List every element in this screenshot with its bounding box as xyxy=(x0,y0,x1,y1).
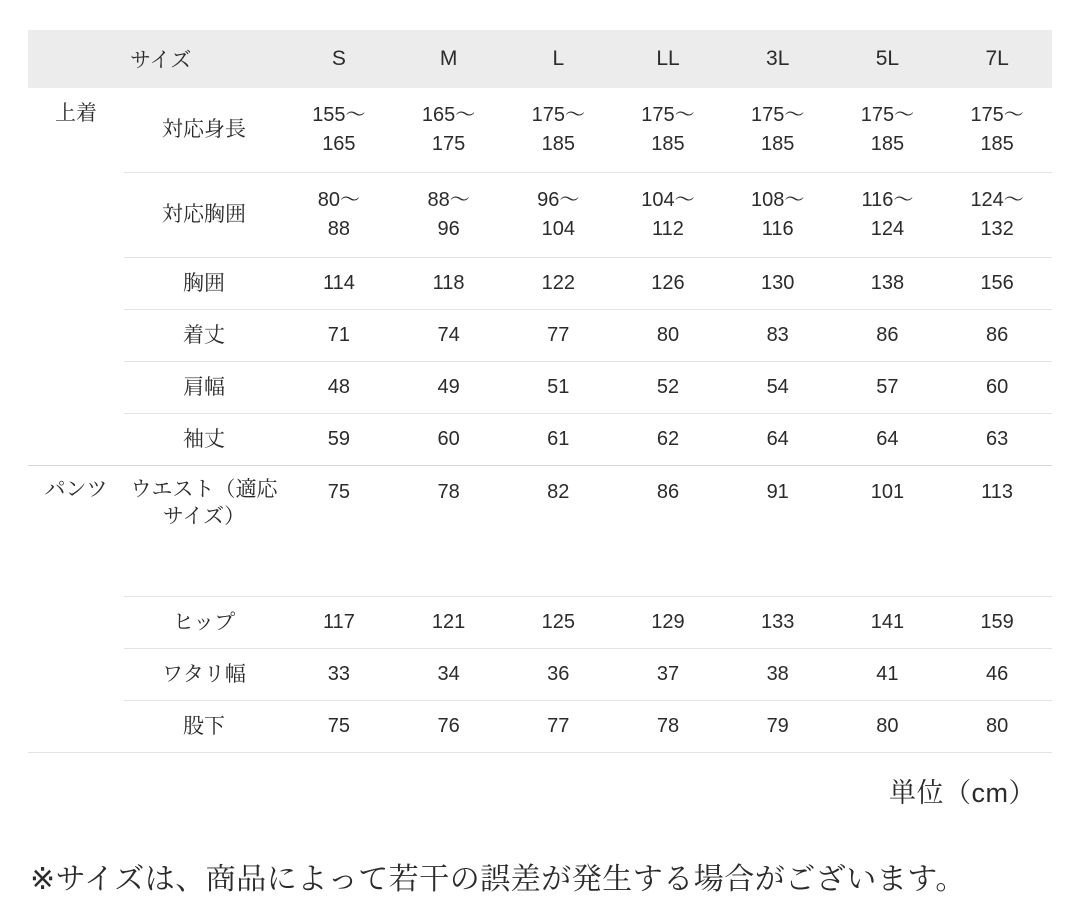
unit-note: 単位（cm） xyxy=(889,778,1036,808)
row-label-sleeve: 袖丈 xyxy=(124,414,284,466)
cell-chest-l: 122 xyxy=(503,258,613,310)
header-size-5l: 5L xyxy=(875,47,900,70)
cell-shoulder-s: 48 xyxy=(284,362,394,414)
cell-thigh-m: 34 xyxy=(394,649,504,701)
cell-chest-range-3l xyxy=(723,173,833,258)
header-size-s: S xyxy=(331,47,346,70)
cell-thigh-5l: 41 xyxy=(833,649,943,701)
cell-text: 104 xyxy=(541,218,575,240)
row-label-thigh: ワタリ幅 xyxy=(124,649,284,701)
cell-height-7l xyxy=(942,88,1052,173)
group-label-pants: パンツ xyxy=(28,466,124,753)
size-table-body xyxy=(28,88,1052,752)
header-size-3l: 3L xyxy=(766,47,790,70)
cell-thigh-s: 33 xyxy=(284,649,394,701)
table-row xyxy=(28,258,1052,310)
table-row xyxy=(28,701,1052,753)
header-size-l: L xyxy=(552,47,565,70)
cell-inseam-3l: 79 xyxy=(723,701,833,753)
cell-text: 124 xyxy=(870,218,905,240)
cell-shoulder-ll: 52 xyxy=(613,362,723,414)
cell-text: 88〜 xyxy=(427,189,470,211)
cell-waist-5l: 101 xyxy=(833,466,943,597)
cell-hip-7l: 159 xyxy=(942,597,1052,649)
cell-chest-range-s xyxy=(284,173,394,258)
cell-length-s: 71 xyxy=(284,310,394,362)
cell-text: 175〜 xyxy=(860,104,915,126)
cell-inseam-5l: 80 xyxy=(833,701,943,753)
table-row xyxy=(28,362,1052,414)
cell-inseam-ll: 78 xyxy=(613,701,723,753)
cell-text: 185 xyxy=(870,133,905,155)
cell-sleeve-l: 61 xyxy=(503,414,613,466)
cell-text: 108〜 xyxy=(751,189,805,211)
cell-text: 80〜 xyxy=(317,189,360,211)
cell-thigh-3l: 38 xyxy=(723,649,833,701)
cell-height-s xyxy=(284,88,394,173)
group-label-jacket: 上着 xyxy=(28,88,124,466)
table-row xyxy=(28,88,1052,173)
cell-inseam-m: 76 xyxy=(394,701,504,753)
cell-shoulder-l: 51 xyxy=(503,362,613,414)
cell-length-5l: 86 xyxy=(833,310,943,362)
cell-shoulder-3l: 54 xyxy=(723,362,833,414)
cell-text: 116〜 xyxy=(861,189,914,211)
header-size-7l: 7L xyxy=(985,47,1009,70)
cell-text: 175〜 xyxy=(751,104,805,126)
cell-text: 96〜 xyxy=(537,189,580,211)
size-table xyxy=(28,30,1052,752)
cell-inseam-s: 75 xyxy=(284,701,394,753)
size-table-head xyxy=(28,30,1052,88)
header-corner-cell xyxy=(28,30,124,88)
cell-text: 185 xyxy=(541,133,575,155)
cell-waist-ll: 86 xyxy=(613,466,723,597)
cell-chest-7l: 156 xyxy=(942,258,1052,310)
cell-text: 124〜 xyxy=(970,189,1024,211)
header-size-label: サイズ xyxy=(130,49,192,72)
cell-hip-ll: 129 xyxy=(613,597,723,649)
cell-hip-l: 125 xyxy=(503,597,613,649)
cell-text: 88 xyxy=(327,218,350,240)
cell-text: 104〜 xyxy=(641,189,695,211)
cell-text: 165 xyxy=(322,133,356,155)
cell-hip-m: 121 xyxy=(394,597,504,649)
cell-sleeve-s: 59 xyxy=(284,414,394,466)
cell-chest-range-5l xyxy=(833,173,943,258)
cell-text: 175 xyxy=(431,133,466,155)
cell-text: 175〜 xyxy=(970,104,1024,126)
cell-chest-range-l xyxy=(503,173,613,258)
size-table-container xyxy=(28,30,1052,753)
cell-inseam-l: 77 xyxy=(503,701,613,753)
cell-thigh-ll: 37 xyxy=(613,649,723,701)
cell-height-l xyxy=(503,88,613,173)
header-size-ll: LL xyxy=(656,47,680,70)
cell-thigh-l: 36 xyxy=(503,649,613,701)
cell-sleeve-3l: 64 xyxy=(723,414,833,466)
header-size-m: M xyxy=(439,47,458,70)
cell-text: 175〜 xyxy=(531,104,585,126)
cell-chest-m: 118 xyxy=(394,258,504,310)
cell-inseam-7l: 80 xyxy=(942,701,1052,753)
cell-sleeve-7l: 63 xyxy=(942,414,1052,466)
cell-length-3l: 83 xyxy=(723,310,833,362)
cell-waist-l: 82 xyxy=(503,466,613,597)
table-row xyxy=(28,173,1052,258)
cell-chest-s: 114 xyxy=(284,258,394,310)
cell-sleeve-ll: 62 xyxy=(613,414,723,466)
cell-sleeve-m: 60 xyxy=(394,414,504,466)
cell-waist-3l: 91 xyxy=(723,466,833,597)
cell-text: 175〜 xyxy=(641,104,695,126)
table-row xyxy=(28,649,1052,701)
cell-shoulder-7l: 60 xyxy=(942,362,1052,414)
row-label-height: 対応身長 xyxy=(162,118,247,142)
row-label-chest-range: 対応胸囲 xyxy=(124,173,284,258)
table-row xyxy=(28,310,1052,362)
cell-sleeve-5l: 64 xyxy=(833,414,943,466)
cell-length-l: 77 xyxy=(503,310,613,362)
cell-thigh-7l: 46 xyxy=(942,649,1052,701)
cell-hip-5l: 141 xyxy=(833,597,943,649)
cell-waist-m: 78 xyxy=(394,466,504,597)
cell-text: 165〜 xyxy=(421,104,476,126)
row-label-waist: ウエスト（適応サイズ） xyxy=(124,466,284,597)
cell-height-m xyxy=(394,88,504,173)
table-row xyxy=(28,466,1052,597)
cell-text: 116 xyxy=(761,218,794,240)
cell-text: 185 xyxy=(651,133,685,155)
table-header-row xyxy=(28,30,1052,88)
row-label-inseam: 股下 xyxy=(124,701,284,753)
disclaimer-text: ※サイズは、商品によって若干の誤差が発生する場合がございます。 xyxy=(30,863,966,896)
cell-text: 185 xyxy=(980,133,1014,155)
cell-height-3l xyxy=(723,88,833,173)
cell-text: 185 xyxy=(761,133,795,155)
cell-chest-range-m xyxy=(394,173,504,258)
cell-length-ll: 80 xyxy=(613,310,723,362)
row-label-length: 着丈 xyxy=(124,310,284,362)
cell-chest-5l: 138 xyxy=(833,258,943,310)
cell-chest-3l: 130 xyxy=(723,258,833,310)
row-label-chest: 胸囲 xyxy=(124,258,284,310)
row-label-shoulder: 肩幅 xyxy=(124,362,284,414)
cell-length-m: 74 xyxy=(394,310,504,362)
cell-hip-3l: 133 xyxy=(723,597,833,649)
cell-text: 112 xyxy=(652,218,684,240)
table-row xyxy=(28,597,1052,649)
cell-shoulder-5l: 57 xyxy=(833,362,943,414)
cell-text: 155〜 xyxy=(312,104,366,126)
row-label-hip: ヒップ xyxy=(124,597,284,649)
cell-height-5l xyxy=(833,88,943,173)
cell-length-7l: 86 xyxy=(942,310,1052,362)
cell-height-ll xyxy=(613,88,723,173)
cell-shoulder-m: 49 xyxy=(394,362,504,414)
cell-text: 132 xyxy=(980,218,1014,240)
cell-chest-ll: 126 xyxy=(613,258,723,310)
cell-waist-s: 75 xyxy=(284,466,394,597)
cell-hip-s: 117 xyxy=(284,597,394,649)
cell-chest-range-7l xyxy=(942,173,1052,258)
cell-text: 96 xyxy=(437,218,460,240)
table-row xyxy=(28,414,1052,466)
cell-waist-7l: 113 xyxy=(942,466,1052,597)
cell-chest-range-ll xyxy=(613,173,723,258)
